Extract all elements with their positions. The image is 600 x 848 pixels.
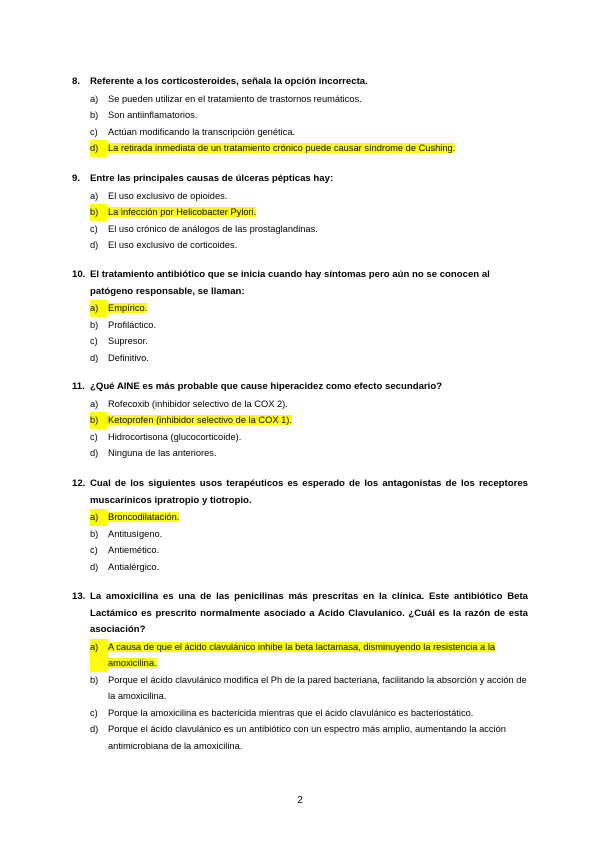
option-text: El uso exclusivo de opioides. [108, 190, 228, 201]
question-header [72, 267, 528, 300]
option-c [90, 542, 528, 559]
question-number: 8. [72, 76, 81, 87]
option-c [90, 429, 528, 446]
option-letter: a) [90, 639, 108, 672]
question-text: Referente a los corticosteroides, señala la opción incorrecta. [90, 76, 368, 87]
option-letter: d) [90, 561, 99, 572]
option-letter: d) [90, 240, 99, 250]
question-text: Entre las principales causas de úlceras pépticas hay: [90, 173, 334, 184]
option-text: Rofecoxib (inhibidor selectivo de la COX 2). [108, 398, 288, 409]
option-c [90, 221, 528, 238]
question-12 [72, 476, 528, 575]
option-d-highlighted [90, 140, 528, 157]
option-letter: a) [90, 300, 108, 317]
option-letter: a) [90, 509, 108, 526]
option-text: Antitusígeno. [108, 528, 163, 539]
option-text: Actúan modificando la transcripción genética. [108, 126, 296, 137]
option-text: Supresor. [108, 336, 148, 346]
highlighted-answer: La retirada inmediata de un tratamiento crónico puede causar síndrome de Cushing. [108, 143, 456, 153]
option-letter: b) [90, 319, 99, 330]
highlighted-answer: A causa de que el ácido clavulánico inhibe la beta lactamasa, disminuyendo la resistencia a la amoxicilina. [108, 641, 496, 668]
highlighted-answer: Ketoprofen (inhibidor selectivo de la COX 1). [108, 415, 292, 425]
option-text: Son antiinflamatorios. [108, 110, 198, 120]
option-c [90, 333, 528, 350]
question-8 [72, 74, 528, 157]
option-letter: b) [90, 110, 99, 120]
option-letter: c) [90, 545, 98, 555]
question-text: Cual de los siguientes usos terapéuticos es esperado de los antagonistas de los receptores muscarínicos ipratropio y tiotropio. [90, 478, 528, 506]
option-text: El uso crónico de análogos de las prostaglandinas. [108, 223, 318, 234]
option-a [90, 396, 528, 413]
question-number: 13. [72, 591, 86, 602]
option-d [90, 445, 528, 462]
question-number: 12. [72, 478, 86, 489]
question-9 [72, 171, 528, 254]
option-a [90, 188, 528, 205]
option-letter: a) [90, 398, 99, 409]
option-letter: c) [90, 336, 98, 346]
question-10 [72, 267, 528, 366]
option-letter: b) [90, 412, 108, 429]
option-d [90, 721, 528, 754]
option-letter: a) [90, 190, 99, 201]
question-header [72, 171, 528, 188]
option-d [90, 237, 528, 254]
option-text: Hidrocortisona (glucocorticoide). [108, 431, 242, 442]
question-11 [72, 379, 528, 462]
highlighted-answer: Empírico. [108, 303, 148, 313]
option-a-highlighted [90, 639, 528, 672]
option-text: Se pueden utilizar en el tratamiento de trastornos reumáticos. [108, 93, 362, 104]
option-b-highlighted [90, 412, 528, 429]
option-b [90, 526, 528, 543]
question-text: ¿Qué AINE es más probable que cause hiperacidez como efecto secundario? [90, 381, 443, 392]
option-text: Antialérgico. [108, 561, 160, 572]
option-b [90, 107, 528, 124]
option-text: Antiemético. [108, 545, 160, 555]
option-d [90, 350, 528, 367]
question-number: 9. [72, 173, 81, 184]
option-b-highlighted [90, 204, 528, 221]
question-text: La amoxicilina es una de las penicilinas más prescritas en la clínica. Este antibiótico Beta Lactámico es prescrito normalmente asociado a Acido Clavulanico. ¿Cuál es la razón de esta asociación? [90, 591, 528, 635]
highlighted-answer: La infección por Helicobacter Pylori. [108, 207, 257, 217]
option-letter: c) [90, 707, 98, 718]
option-a-highlighted [90, 509, 528, 526]
option-letter: c) [90, 431, 98, 442]
option-letter: c) [90, 223, 98, 234]
option-letter: b) [90, 528, 99, 539]
option-text: Ninguna de las anteriores. [108, 448, 217, 458]
option-text: El uso exclusivo de corticoides. [108, 240, 238, 250]
question-13 [72, 589, 528, 754]
option-letter: d) [90, 448, 99, 458]
question-header [72, 476, 528, 509]
option-letter: d) [90, 140, 108, 157]
question-number: 10. [72, 269, 86, 280]
option-letter: a) [90, 93, 99, 104]
option-d [90, 559, 528, 576]
option-a [90, 91, 528, 108]
question-header [72, 74, 528, 91]
option-letter: d) [90, 724, 99, 734]
option-text: Profiláctico. [108, 319, 157, 330]
option-b [90, 317, 528, 334]
option-b [90, 672, 528, 705]
question-header [72, 589, 528, 639]
option-c [90, 705, 528, 722]
option-text: Porque el ácido clavulánico modifica el Ph de la pared bacteriana, facilitando la absorción y acción de la amoxicilina. [108, 674, 527, 701]
option-text: Definitivo. [108, 352, 149, 363]
option-letter: d) [90, 352, 99, 363]
page-number: 2 [297, 795, 303, 806]
option-letter: b) [90, 674, 99, 685]
option-text: Porque el ácido clavulánico es un antibiótico con un espectro más amplio, aumentando la acción antimicrobiana de la amoxicilina. [108, 724, 506, 751]
question-header [72, 379, 528, 396]
option-text: Porque la amoxicilina es bactericida mientras que el ácido clavulánico es bacteriostático. [108, 707, 474, 718]
question-number: 11. [72, 381, 85, 392]
option-letter: c) [90, 126, 98, 137]
highlighted-answer: Broncodilatación. [108, 512, 180, 522]
option-a-highlighted [90, 300, 528, 317]
question-text: El tratamiento antibiótico que se inicia cuando hay síntomas pero aún no se conocen al patógeno responsable, se llaman: [90, 269, 490, 297]
option-c [90, 124, 528, 141]
option-letter: b) [90, 204, 108, 221]
